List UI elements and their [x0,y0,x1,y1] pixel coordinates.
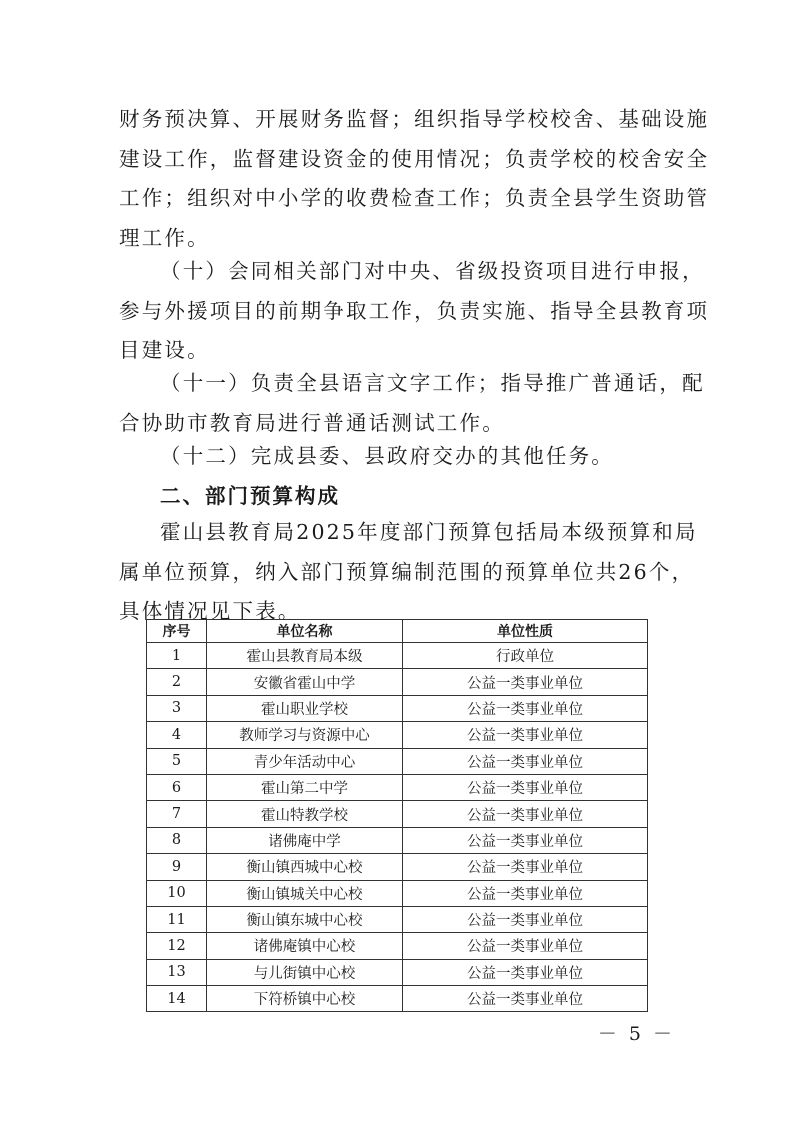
cell-index: 3 [147,695,207,721]
cell-unit-name: 衡山镇东城中心校 [207,906,403,932]
table-row [147,854,648,880]
table-row [147,827,648,853]
header-unit-name: 单位名称 [207,620,403,643]
table-row [147,801,648,827]
cell-unit-name: 霍山特教学校 [207,801,403,827]
table-row [147,748,648,774]
cell-unit-type: 公益一类事业单位 [403,669,648,695]
text-line: 霍山县教育局2025年度部门预算包括局本级预算和局 [160,520,698,544]
cell-index: 4 [147,722,207,748]
text-line: 建设工作，监督建设资金的使用情况；负责学校的校舍安全 [119,146,710,171]
cell-index: 9 [147,854,207,880]
text-line: 合协助市教育局进行普通话测试工作。 [119,410,505,435]
section-heading: 二、部门预算构成 [160,484,340,508]
table-row [147,695,648,721]
table-row [147,722,648,748]
cell-unit-name: 衡山镇城关中心校 [207,880,403,906]
table-row [147,986,648,1012]
text-line: 具体情况见下表。 [119,599,301,623]
cell-index: 7 [147,801,207,827]
text-line: 理工作。 [119,225,210,250]
cell-index: 8 [147,827,207,853]
header-unit-type: 单位性质 [403,620,648,643]
table-row [147,906,648,932]
text-line: （十一）负责全县语言文字工作；指导推广普通话，配 [160,371,705,395]
cell-unit-name: 教师学习与资源中心 [207,722,403,748]
cell-unit-type: 公益一类事业单位 [403,933,648,959]
text-line: （十二）完成县委、县政府交办的其他任务。 [160,444,614,468]
table-row [147,880,648,906]
text-line: 属单位预算，纳入部门预算编制范围的预算单位共26个， [119,559,695,584]
cell-unit-type: 公益一类事业单位 [403,854,648,880]
cell-unit-name: 安徽省霍山中学 [207,669,403,695]
cell-unit-name: 诸佛庵中学 [207,827,403,853]
paragraph-budget-composition [119,513,698,632]
text-line: 财务预决算、开展财务监督；组织指导学校校舍、基础设施 [119,107,710,131]
cell-unit-name: 衡山镇西城中心校 [207,854,403,880]
cell-unit-type: 公益一类事业单位 [403,774,648,800]
cell-unit-type: 公益一类事业单位 [403,695,648,721]
table-row [147,774,648,800]
cell-index: 14 [147,986,207,1012]
cell-unit-type: 公益一类事业单位 [403,906,648,932]
cell-unit-name: 霍山职业学校 [207,695,403,721]
text-line: 目建设。 [119,338,210,362]
paragraph-duties-9-continued [119,100,710,258]
cell-unit-name: 下符桥镇中心校 [207,986,403,1012]
table-row [147,643,648,669]
cell-index: 2 [147,669,207,695]
cell-index: 11 [147,906,207,932]
cell-unit-type: 公益一类事业单位 [403,722,648,748]
cell-unit-name: 霍山县教育局本级 [207,643,403,669]
cell-unit-type: 公益一类事业单位 [403,959,648,985]
cell-unit-name: 诸佛庵镇中心校 [207,933,403,959]
cell-unit-name: 霍山第二中学 [207,774,403,800]
paragraph-duties-12 [119,437,679,477]
cell-index: 12 [147,933,207,959]
table-header-row [147,620,648,643]
cell-index: 6 [147,774,207,800]
cell-index: 1 [147,643,207,669]
page-number: － 5 － [597,1023,675,1045]
table-row [147,959,648,985]
cell-unit-name: 青少年活动中心 [207,748,403,774]
paragraph-duties-11 [119,364,705,443]
cell-index: 5 [147,748,207,774]
cell-unit-type: 公益一类事业单位 [403,986,648,1012]
cell-unit-type: 公益一类事业单位 [403,748,648,774]
budget-units-table [146,619,648,1012]
table-row [147,933,648,959]
text-line: （十）会同相关部门对中央、省级投资项目进行申报， [160,259,705,283]
cell-unit-name: 与儿街镇中心校 [207,959,403,985]
cell-unit-type: 公益一类事业单位 [403,880,648,906]
text-line: 工作；组织对中小学的收费检查工作；负责全县学生资助管 [119,186,710,210]
header-index: 序号 [147,620,207,643]
table-row [147,669,648,695]
cell-index: 10 [147,880,207,906]
text-line: 参与外援项目的前期争取工作，负责实施、指导全县教育项 [119,298,710,323]
paragraph-duties-10 [119,252,710,371]
cell-unit-type: 公益一类事业单位 [403,801,648,827]
cell-unit-type: 行政单位 [403,643,648,669]
cell-index: 13 [147,959,207,985]
cell-unit-type: 公益一类事业单位 [403,827,648,853]
